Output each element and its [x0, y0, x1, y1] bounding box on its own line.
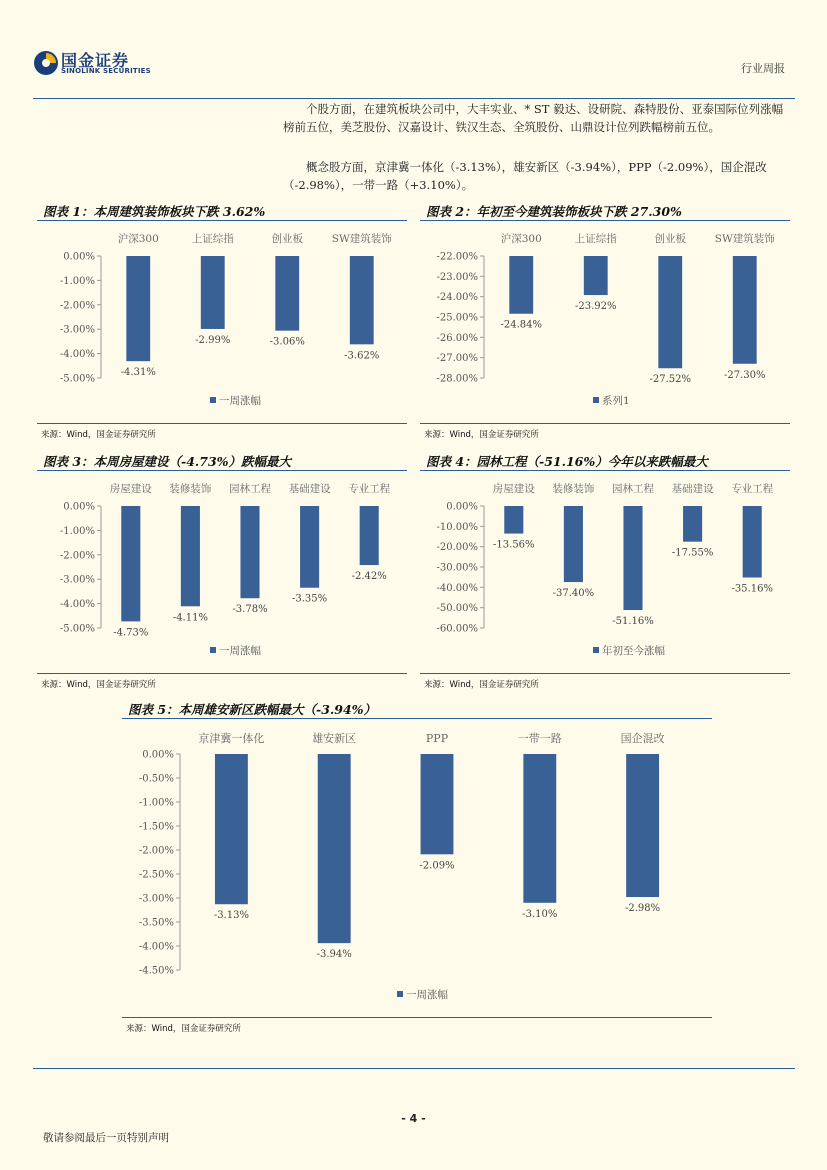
- data-label: -51.16%: [612, 616, 654, 628]
- bar: [126, 256, 150, 361]
- y-tick-label: -1.50%: [138, 821, 174, 833]
- chart-source: 来源：Wind，国金证券研究所: [424, 430, 539, 440]
- bar: [300, 506, 319, 588]
- y-tick-label: -1.00%: [138, 797, 174, 809]
- bar: [201, 256, 225, 329]
- y-tick-label: -22.00%: [436, 251, 478, 263]
- chart-panel-5: [122, 698, 712, 1034]
- data-label: -3.62%: [344, 350, 380, 362]
- x-category-label: 基础建设: [288, 483, 331, 495]
- x-category-label: 专业工程: [731, 483, 774, 495]
- x-category-label: 专业工程: [348, 483, 391, 495]
- y-tick-label: -4.50%: [138, 965, 174, 977]
- y-tick-label: 0.00%: [63, 251, 95, 263]
- footer-rule: [33, 1068, 795, 1069]
- legend-label: 一周涨幅: [406, 989, 448, 1001]
- bar-chart-2: [420, 222, 790, 422]
- page-number: - 4 -: [401, 1112, 426, 1125]
- data-label: -27.30%: [723, 369, 766, 381]
- chart-source: 来源：Wind，国金证券研究所: [41, 680, 156, 690]
- bar-chart-1: [37, 222, 407, 422]
- bar: [504, 506, 523, 534]
- data-label: -13.56%: [493, 539, 535, 551]
- data-label: -17.55%: [671, 547, 714, 559]
- x-category-label: 装修装饰: [169, 483, 212, 495]
- y-tick-label: -2.00%: [59, 300, 95, 312]
- data-label: -24.84%: [500, 319, 543, 331]
- y-tick-label: -0.50%: [138, 773, 174, 785]
- chart-title: 图表 4：园林工程（-51.16%）今年以来跌幅最大: [426, 454, 708, 469]
- y-tick-label: -2.00%: [59, 550, 95, 562]
- chart-panel-4: [420, 450, 790, 690]
- bar: [743, 506, 762, 577]
- y-tick-label: -3.50%: [138, 917, 174, 929]
- bar: [240, 506, 259, 598]
- data-label: -2.09%: [419, 860, 455, 872]
- y-tick-label: -60.00%: [436, 623, 478, 635]
- x-category-label: 雄安新区: [312, 732, 357, 745]
- y-tick-label: -26.00%: [436, 332, 478, 344]
- legend-label: 系列1: [602, 395, 630, 407]
- logo-text-cn: 国金证券: [61, 51, 130, 70]
- chart-source: 来源：Wind，国金证券研究所: [41, 430, 156, 440]
- data-label: -35.16%: [731, 583, 773, 595]
- y-tick-label: -28.00%: [436, 373, 478, 385]
- y-tick-label: -30.00%: [436, 562, 478, 574]
- y-tick-label: -1.00%: [59, 275, 95, 287]
- data-label: -2.99%: [195, 334, 231, 346]
- bar: [523, 754, 556, 903]
- data-label: -3.94%: [316, 949, 352, 961]
- x-category-label: 沪深300: [500, 233, 542, 245]
- disclaimer-note: 敬请参阅最后一页特别声明: [43, 1132, 169, 1144]
- bar: [509, 256, 533, 314]
- y-tick-label: -5.00%: [59, 623, 95, 635]
- data-label: -3.78%: [232, 604, 268, 616]
- x-category-label: SW建筑装饰: [714, 233, 775, 245]
- header-rule: [33, 98, 795, 99]
- x-category-label: PPP: [425, 732, 449, 745]
- data-label: -3.35%: [292, 593, 328, 605]
- chart-panel-2: [420, 200, 790, 440]
- chart-title: 图表 2：年初至今建筑装饰板块下跌 27.30%: [426, 204, 682, 219]
- y-tick-label: -20.00%: [436, 542, 478, 554]
- data-label: -3.10%: [522, 908, 558, 920]
- bar-chart-3: [37, 472, 407, 672]
- data-label: -37.40%: [552, 588, 595, 600]
- legend-swatch: [397, 991, 403, 997]
- x-category-label: 京津冀一体化: [198, 732, 265, 745]
- bar-chart-4: [420, 472, 790, 672]
- y-tick-label: -10.00%: [436, 521, 478, 533]
- bar: [360, 506, 379, 565]
- bar: [275, 256, 299, 331]
- y-tick-label: -3.00%: [138, 893, 174, 905]
- x-category-label: 国企混改: [620, 732, 665, 745]
- y-tick-label: -2.50%: [138, 869, 174, 881]
- y-tick-label: -50.00%: [436, 603, 478, 615]
- bar: [350, 256, 374, 344]
- x-category-label: 基础建设: [671, 483, 714, 495]
- data-label: -4.11%: [172, 612, 208, 624]
- chart-title: 图表 3：本周房屋建设（-4.73%）跌幅最大: [43, 454, 292, 469]
- y-tick-label: -5.00%: [59, 373, 95, 385]
- x-category-label: 上证综指: [574, 233, 617, 245]
- legend-label: 年初至今涨幅: [602, 645, 665, 657]
- y-tick-label: -25.00%: [436, 312, 478, 324]
- chart-title: 图表 5：本周雄安新区跌幅最大（-3.94%）: [128, 702, 377, 717]
- x-category-label: 创业板: [654, 233, 686, 245]
- x-category-label: 房屋建设: [492, 483, 535, 495]
- x-category-label: 园林工程: [612, 483, 654, 495]
- bar: [215, 754, 248, 904]
- bar: [421, 754, 454, 854]
- legend-swatch: [210, 647, 216, 653]
- y-tick-label: -23.00%: [436, 271, 478, 283]
- report-type: 行业周报: [741, 62, 785, 75]
- y-tick-label: -3.00%: [59, 574, 95, 586]
- y-tick-label: -4.00%: [138, 941, 174, 953]
- bar: [181, 506, 200, 606]
- bar: [623, 506, 642, 610]
- y-tick-label: -4.00%: [59, 599, 95, 611]
- legend-swatch: [210, 397, 216, 403]
- data-label: -23.92%: [574, 301, 617, 313]
- chart-title: 图表 1：本周建筑装饰板块下跌 3.62%: [43, 204, 266, 219]
- bar: [121, 506, 140, 621]
- y-tick-label: 0.00%: [142, 749, 174, 761]
- legend-label: 一周涨幅: [219, 645, 261, 657]
- data-label: -3.06%: [269, 336, 305, 348]
- bar: [626, 754, 659, 897]
- x-category-label: 房屋建设: [109, 483, 152, 495]
- legend-label: 一周涨幅: [219, 395, 261, 407]
- bar: [683, 506, 702, 542]
- company-logo: [33, 48, 183, 84]
- y-tick-label: -3.00%: [59, 324, 95, 336]
- y-tick-label: -2.00%: [138, 845, 174, 857]
- x-category-label: 创业板: [271, 233, 303, 245]
- y-tick-label: -4.00%: [59, 349, 95, 361]
- bar: [658, 256, 682, 368]
- x-category-label: SW建筑装饰: [331, 233, 392, 245]
- data-label: -2.98%: [625, 903, 661, 915]
- x-category-label: 上证综指: [191, 233, 234, 245]
- chart-panel-3: [37, 450, 407, 690]
- bar-chart-5: [122, 722, 712, 1014]
- bar: [564, 506, 583, 582]
- x-category-label: 沪深300: [117, 233, 159, 245]
- data-label: -27.52%: [649, 374, 692, 386]
- bar: [318, 754, 351, 943]
- y-tick-label: -27.00%: [436, 353, 478, 365]
- legend-swatch: [593, 647, 599, 653]
- y-tick-label: -24.00%: [436, 292, 478, 304]
- logo-text-en: SINOLINK SECURITIES: [61, 67, 151, 75]
- y-tick-label: 0.00%: [446, 501, 478, 513]
- data-label: -2.42%: [351, 571, 387, 583]
- chart-panel-1: [37, 200, 407, 440]
- x-category-label: 装修装饰: [552, 483, 595, 495]
- data-label: -4.73%: [113, 627, 149, 639]
- y-tick-label: 0.00%: [63, 501, 95, 513]
- y-tick-label: -1.00%: [59, 525, 95, 537]
- paragraph-concepts: 概念股方面，京津冀一体化（-3.13%），雄安新区（-3.94%），PPP（-2.09%），国企混改（-2.98%），一带一路（+3.10%）。: [283, 160, 767, 192]
- data-label: -3.13%: [213, 910, 249, 922]
- logo-mark-icon: [33, 50, 59, 76]
- legend-swatch: [593, 397, 599, 403]
- data-label: -4.31%: [120, 367, 156, 379]
- chart-source: 来源：Wind，国金证券研究所: [424, 680, 539, 690]
- x-category-label: 一带一路: [517, 732, 562, 745]
- paragraph-stocks: 个股方面，在建筑板块公司中，大丰实业、* ST 毅达、设研院、森特股份、亚泰国际位列涨幅榜前五位，美芝股份、汉嘉设计、铁汉生态、全筑股份、山鼎设计位列跌幅榜前五位。: [283, 102, 784, 134]
- bar: [733, 256, 757, 364]
- chart-source: 来源：Wind，国金证券研究所: [126, 1024, 241, 1034]
- bar: [584, 256, 608, 295]
- y-tick-label: -40.00%: [436, 582, 478, 594]
- x-category-label: 园林工程: [229, 483, 271, 495]
